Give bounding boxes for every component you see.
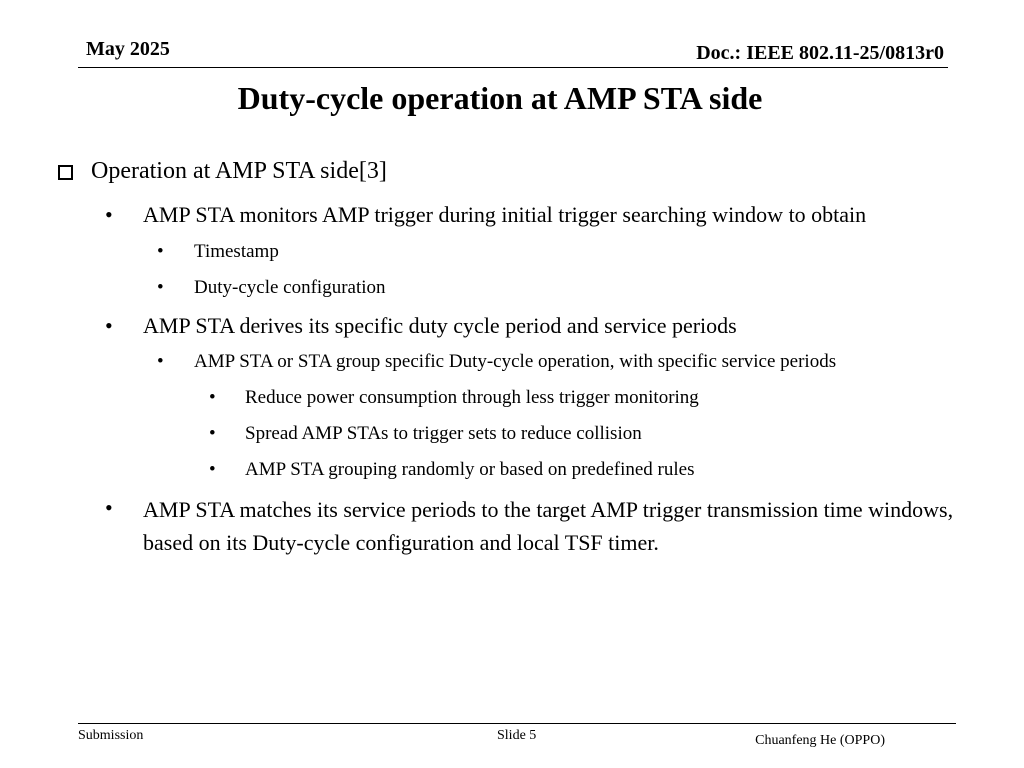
- header-divider: [78, 67, 948, 68]
- list-item-text: Operation at AMP STA side[3]: [91, 158, 387, 184]
- header-doc-id: Doc.: IEEE 802.11-25/0813r0: [696, 42, 944, 64]
- list-item-text: AMP STA monitors AMP trigger during initial trigger searching window to obtain: [143, 202, 867, 227]
- footer-author: Chuanfeng He (OPPO): [755, 733, 885, 748]
- list-item-text: AMP STA grouping randomly or based on predefined rules: [245, 459, 695, 480]
- bullet-dot-icon: •: [157, 241, 164, 262]
- square-bullet-icon: [58, 165, 73, 180]
- bullet-dot-icon: •: [105, 313, 113, 338]
- bullet-dot-icon: •: [209, 423, 216, 444]
- slide-title: Duty-cycle operation at AMP STA side: [237, 80, 763, 116]
- list-item-text: Reduce power consumption through less trigger monitoring: [245, 387, 699, 408]
- footer-slide-number: Slide 5: [497, 728, 537, 743]
- list-item-text: AMP STA derives its specific duty cycle period and service periods: [143, 313, 737, 338]
- bullet-dot-icon: •: [157, 351, 164, 372]
- bullet-dot-icon: •: [105, 495, 113, 520]
- footer-submission: Submission: [78, 728, 144, 743]
- list-item-text: AMP STA or STA group specific Duty-cycle operation, with specific service periods: [194, 351, 837, 372]
- bullet-dot-icon: •: [157, 277, 164, 298]
- list-item-text: Timestamp: [194, 241, 279, 262]
- bullet-dot-icon: •: [209, 459, 216, 480]
- list-item-text: Duty-cycle configuration: [194, 277, 386, 298]
- list-item-text: AMP STA matches its service periods to the target AMP trigger transmission time windows, based on its Duty-cycle configuration and local TSF timer.: [143, 497, 954, 555]
- bullet-dot-icon: •: [105, 202, 113, 227]
- footer-divider: [78, 723, 956, 724]
- list-item-text: Spread AMP STAs to trigger sets to reduce collision: [245, 423, 642, 444]
- header-date: May 2025: [86, 38, 170, 60]
- bullet-dot-icon: •: [209, 387, 216, 408]
